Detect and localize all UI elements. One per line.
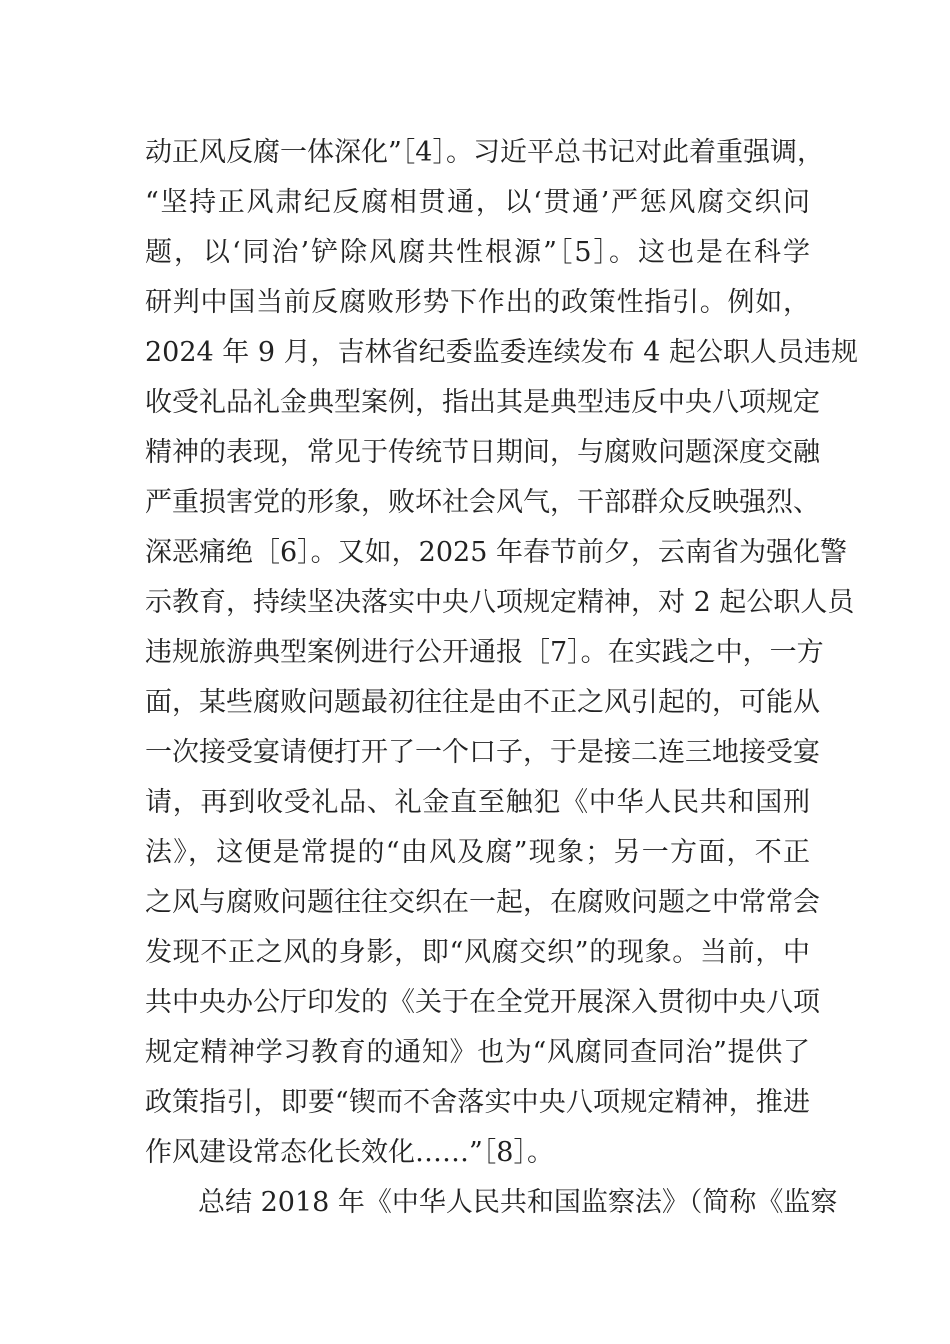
text-line: 法》，这便是常提的“由风及腐”现象；另一方面，不正 <box>145 837 810 868</box>
text-line: 之风与腐败问题往往交织在一起，在腐败问题之中常常会 <box>145 887 820 918</box>
text-line: 动正风反腐一体深化”［4］。习近平总书记对此着重强调， <box>145 137 824 168</box>
text-line: 共中央办公厅印发的《关于在全党开展深入贯彻中央八项 <box>145 987 820 1018</box>
paragraph-first-line: 总结 2018 年《中华人民共和国监察法》（简称《监察 <box>198 1187 838 1218</box>
text-line: 严重损害党的形象，败坏社会风气，干部群众反映强烈、 <box>145 487 820 518</box>
text-line: 题，以‘同治’铲除风腐共性根源”［5］。这也是在科学 <box>145 237 810 268</box>
text-line: 作风建设常态化长效化……”［8］。 <box>145 1137 554 1168</box>
text-line: 请，再到收受礼品、礼金直至触犯《中华人民共和国刑 <box>145 787 810 818</box>
text-line: 2024 年 9 月，吉林省纪委监委连续发布 4 起公职人员违规 <box>145 337 858 368</box>
text-line: 深恶痛绝［6］。又如，2025 年春节前夕，云南省为强化警 <box>145 537 847 568</box>
text-line: 面，某些腐败问题最初往往是由不正之风引起的，可能从 <box>145 687 820 718</box>
text-line: 一次接受宴请便打开了一个口子，于是接二连三地接受宴 <box>145 737 820 768</box>
text-line: 发现不正之风的身影，即“风腐交织”的现象。当前，中 <box>145 937 810 968</box>
text-line: 示教育，持续坚决落实中央八项规定精神，对 2 起公职人员 <box>145 587 855 618</box>
text-line: “坚持正风肃纪反腐相贯通，以‘贯通’严惩风腐交织问 <box>145 187 810 218</box>
text-line: 研判中国当前反腐败形势下作出的政策性指引。例如， <box>145 287 810 318</box>
text-line: 规定精神学习教育的通知》也为“风腐同查同治”提供了 <box>145 1037 810 1068</box>
text-line: 精神的表现，常见于传统节日期间，与腐败问题深度交融 <box>145 437 820 468</box>
text-line: 违规旅游典型案例进行公开通报［7］。在实践之中，一方 <box>145 637 824 668</box>
text-line: 政策指引，即要“锲而不舍落实中央八项规定精神，推进 <box>145 1087 810 1118</box>
text-line: 收受礼品礼金典型案例，指出其是典型违反中央八项规定 <box>145 387 820 418</box>
